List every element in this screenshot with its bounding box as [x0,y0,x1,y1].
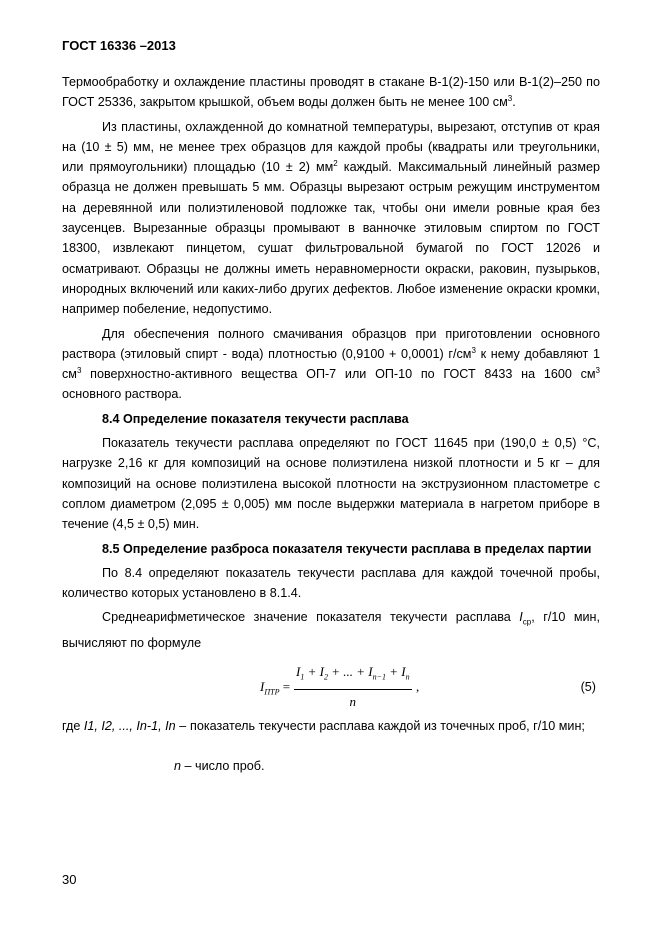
formula-denominator: n [349,694,357,710]
formula-numerator: $I_1 + I_2$ + ... + $I_{n-1} + I_n$ [294,662,412,691]
formula-fraction [294,662,412,713]
paragraph-heat-treatment: Термообработку и охлаждение пластины проводят в стакане В-1(2)-150 или В-1(2)–250 по ГОСТ 25336, закрытом крышкой, объем воды должен быть не менее 100 $см^3$. [62,75,600,110]
paragraph-melt-flow-index: Показатель текучести расплава определяют по ГОСТ 11645 при (190,0 ± 0,5) °С, нагрузке 2,16 кг для композиций на основе полиэтилена низкой плотности и 5 кг – для композиций на основе полиэтилена высокой плотности на экструзионном пластометре с соплом диаметром (2,095 ± 0,005) мм после выдержки материала в нагретом приборе в течение (4,5 ± 0,5) мин. [62,436,600,532]
legend-symbols: где I1, I2, ..., In-1, In – [62,718,187,733]
paragraph-mean-value: Среднеарифметическое значение показателя текучести расплава $I_{ср}$, г/10 мин, вычисляют по формуле [62,610,600,651]
formula-comma: , [416,678,420,694]
formula-lhs: $I_{ПТР}$ = [260,678,291,697]
paragraph-point-samples: По 8.4 определяют показатель текучести расплава для каждой точечной пробы, количество которых установлено в 8.1.4. [62,565,600,601]
section-heading-8-4: 8.4 Определение показателя текучести расплава [102,411,409,426]
paragraph-wetting-solution: Для обеспечения полного смачивания образцов при приготовлении основного раствора (этиловый спирт - вода) плотностью (0,9100 + 0,0001) $г/см^3$ к нему добавляют 1 $см^3$ поверхностно-активного вещества ОП-7 или ОП-10 по ГОСТ 8433 на 1600 $см^3$ основного раствора. [62,326,600,402]
section-heading-8-5: 8.5 Определение разброса показателя текучести расплава в пределах партии [102,541,592,556]
legend-description-n: n – число проб. [174,758,265,773]
legend-description-i: показатель текучести расплава каждой из точечных проб, г/10 мин; [190,718,585,733]
paragraph-sample-cutting: Из пластины, охлажденной до комнатной температуры, вырезают, отступив от края на (10 ± 5) мм, не менее трех образцов для каждой пробы (квадраты или треугольники, или прямоугольники) площадью (10 ± 2) $мм^2$ каждый. Максимальный линейный размер образца не должен превышать 5 мм. Образцы вырезают острым режущим инструментом на деревянной или полиэтиленовой подложке так, чтобы они имели ровные края без заусенцев. Вырезанные образцы промывают в ванночке этиловым спиртом по ГОСТ 18300, извлекают пинцетом, сушат фильтровальной бумагой по ГОСТ 12026 и осматривают. Образцы не должны иметь неравномерности окраски, раковин, пузырьков, инородных включений или каких-либо других дефектов. Любое изменение окраски кромки, например побеление, недопустимо. [62,119,600,317]
formula-legend [62,716,600,778]
document-body [62,72,600,778]
formula-5 [62,662,600,712]
document-header: ГОСТ 16336 –2013 [62,38,176,53]
formula-number: (5) [580,679,596,694]
page-number: 30 [62,872,77,887]
